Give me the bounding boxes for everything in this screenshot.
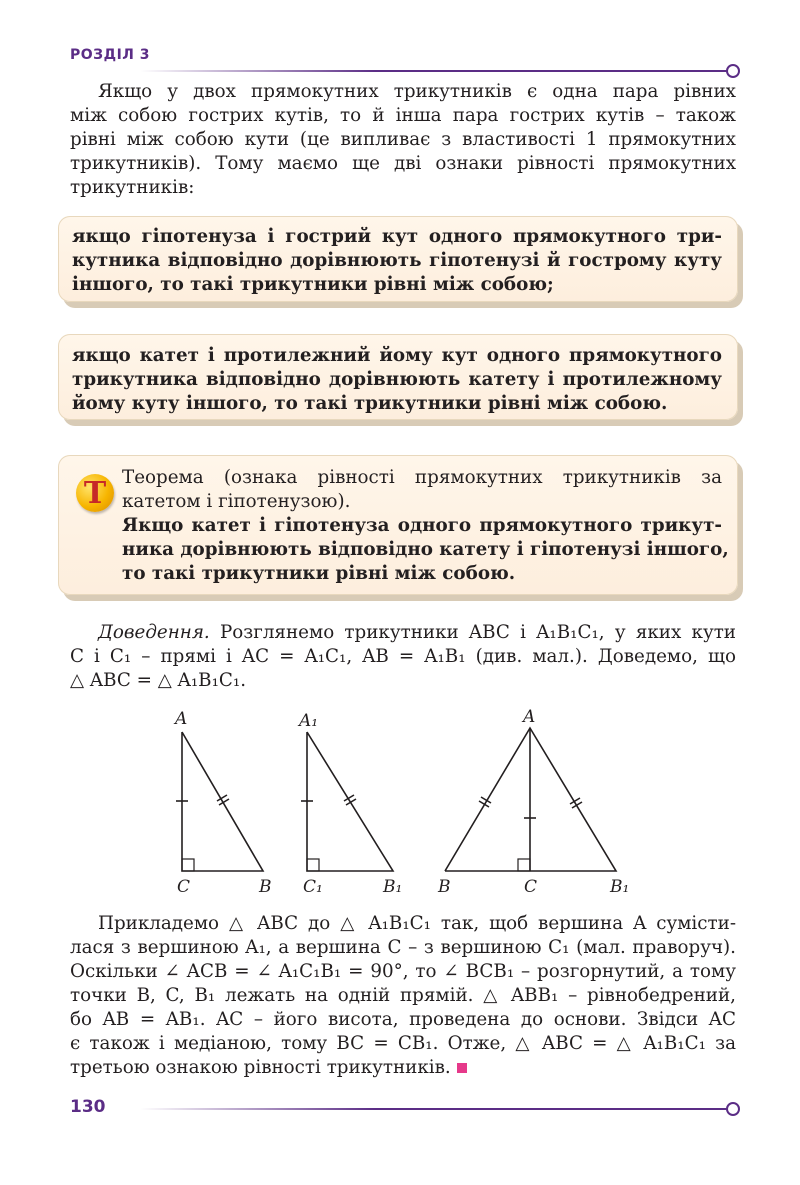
intro-line: Якщо у двох прямокутних трикутників є одна пара рівних (98, 81, 736, 102)
criterion-line: трикутника відповідно дорівнюють катету і протилежному (72, 369, 722, 390)
intro-line: між собою гострих кутів, то й інша пара гострих кутів – також (70, 105, 736, 126)
triangles-figure (0, 700, 800, 905)
triangle-abc (182, 732, 263, 871)
vertex-label: A (523, 707, 536, 727)
criterion-2-text (72, 344, 722, 416)
right-angle-mark (518, 859, 530, 871)
criterion-line: іншого, то такі трикутники рівні між собою; (72, 274, 554, 295)
proof-word: Доведення. (98, 622, 210, 643)
theorem-text (122, 466, 729, 586)
vertex-label: B (259, 877, 272, 897)
intro-line: рівні між собою кути (це випливає з властивості 1 прямокутних (70, 129, 736, 150)
theorem-icon: Т (76, 474, 114, 512)
criterion-line: якщо катет і протилежний йому кут одного прямокутного (72, 345, 722, 366)
theorem-title-line: Теорема (ознака рівності прямокутних трикутників за (122, 467, 722, 488)
theorem-title-line: катетом і гіпотенузою). (122, 491, 351, 512)
criterion-1-text (72, 225, 722, 297)
vertex-label: C (177, 877, 191, 897)
vertex-label: B₁ (383, 877, 403, 897)
page-number: 130 (70, 1097, 106, 1117)
conclusion-last-line (70, 1056, 736, 1080)
vertex-label: B₁ (610, 877, 630, 897)
footer-rule (140, 1108, 728, 1110)
conclusion-line: Прикладемо △ ABC до △ A₁B₁C₁ так, щоб вершина A сумісти- (98, 913, 736, 934)
triangle-a1b1c1 (307, 732, 393, 871)
intro-line: трикутників: (70, 177, 195, 198)
proof-line-1 (70, 621, 736, 645)
section-title: РОЗДІЛ 3 (70, 47, 151, 63)
conclusion-line: лася з вершиною A₁, а вершина C – з вершиною C₁ (мал. праворуч). (70, 937, 736, 958)
proof-paragraph (70, 621, 736, 693)
proof-line-1-text: Розглянемо трикутники ABC і A₁B₁C₁, у яких кути (209, 622, 736, 643)
intro-paragraph (70, 80, 736, 200)
theorem-body-line: то такі трикутники рівні між собою. (122, 563, 516, 584)
conclusion-paragraph (70, 912, 736, 1080)
conclusion-line: точки B, C, B₁ лежать на одній прямій. △ ABB₁ – рівнобедрений, (70, 985, 736, 1006)
conclusion-line: бо AB = AB₁. AC – його висота, проведена до основи. Звідси AC (70, 1009, 736, 1030)
criterion-line: йому куту іншого, то такі трикутники рівні між собою. (72, 393, 668, 414)
theorem-body-line: Якщо катет і гіпотенуза одного прямокутного трикут- (122, 515, 722, 536)
intro-line: трикутників). Тому маємо ще дві ознаки рівності прямокутних (70, 153, 736, 174)
proof-line-2: C і C₁ – прямі і AC = A₁C₁, AB = A₁B₁ (див. мал.). Доведемо, що (70, 646, 736, 667)
conclusion-line: Оскільки ∠ ACB = ∠ A₁C₁B₁ = 90°, то ∠ BCB₁ – розгорнутий, а тому (70, 961, 736, 982)
header-rule-end-icon (726, 64, 740, 78)
vertex-label: C (524, 877, 538, 897)
conclusion-line: третьою ознакою рівності трикутників. (70, 1057, 451, 1078)
conclusion-line: є також і медіаною, тому BC = CB₁. Отже, △ ABC = △ A₁B₁C₁ за (70, 1033, 736, 1054)
header-rule (140, 70, 728, 72)
right-angle-mark (182, 859, 194, 871)
vertex-label: B (438, 877, 451, 897)
vertex-label: A (175, 709, 188, 729)
right-angle-mark (307, 859, 319, 871)
theorem-body-line: ника дорівнюють відповідно катету і гіпотенузі іншого, (122, 539, 729, 560)
footer-rule-end-icon (726, 1102, 740, 1116)
vertex-label: C₁ (303, 877, 323, 897)
end-of-proof-icon (457, 1063, 467, 1073)
criterion-line: кутника відповідно дорівнюють гіпотенузі й гострому куту (72, 250, 722, 271)
vertex-label: A₁ (299, 711, 319, 731)
criterion-line: якщо гіпотенуза і гострий кут одного прямокутного три- (72, 226, 722, 247)
proof-line-3: △ ABC = △ A₁B₁C₁. (70, 670, 247, 691)
